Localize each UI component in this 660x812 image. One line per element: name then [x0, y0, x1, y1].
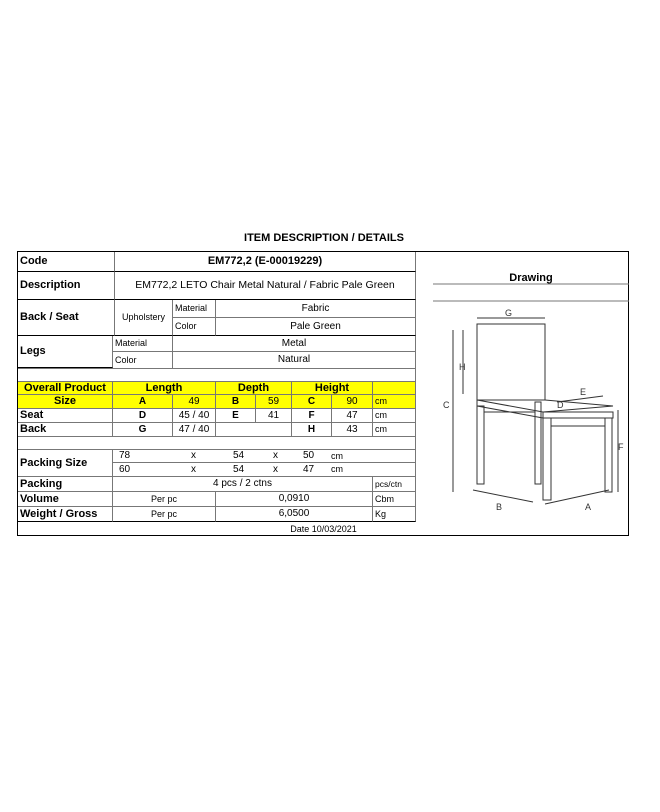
packing-unit: pcs/ctn [373, 477, 416, 492]
legs-material-label: Material [113, 336, 173, 352]
dim-a-letter: A [113, 395, 173, 409]
back-seat-label: Back / Seat [18, 300, 115, 336]
dim-label-b: B [496, 502, 503, 512]
dim-e-value: 41 [256, 409, 292, 423]
empty-cell [216, 423, 292, 437]
drawing-title: Drawing [509, 272, 553, 284]
back-seat-material-label: Material [173, 300, 216, 318]
drawing-panel [433, 252, 629, 522]
code-value: EM772,2 (E-00019229) [115, 252, 416, 272]
dim-h-letter: H [292, 423, 332, 437]
code-label: Code [18, 252, 115, 272]
volume-value: 0,0910 [216, 492, 373, 507]
date-footer: Date 10/03/2021 [290, 523, 357, 534]
depth-header: Depth [216, 381, 292, 395]
dim-g-value: 47 / 40 [173, 423, 216, 437]
volume-label: Volume [18, 492, 113, 507]
back-seat-color-label: Color [173, 318, 216, 336]
dim-d-value: 45 / 40 [173, 409, 216, 423]
spacer [18, 437, 416, 449]
packing-dim-2: 54 [233, 450, 245, 461]
volume-per: Per pc [113, 492, 216, 507]
dim-b-value: 59 [256, 395, 292, 409]
overall-unit: cm [373, 395, 416, 409]
spec-sheet [17, 251, 629, 536]
legs-label: Legs [18, 336, 113, 368]
packing-dim-3: 50 [303, 450, 315, 461]
weight-value: 6,0500 [216, 507, 373, 522]
dim-label-d: D [557, 400, 564, 410]
dim-label-a: A [585, 502, 592, 512]
weight-per: Per pc [113, 507, 216, 522]
packing-size-row-2 [113, 463, 416, 477]
height-header: Height [292, 381, 373, 395]
weight-unit: Kg [373, 507, 416, 522]
packing-value: 4 pcs / 2 ctns [113, 477, 373, 492]
back-label: Back [18, 423, 113, 437]
back-unit: cm [373, 423, 416, 437]
dim-c-letter: C [292, 395, 332, 409]
packing-size-row-1 [113, 449, 416, 463]
packing-x-2: x [273, 463, 278, 475]
dim-e-letter: E [216, 409, 256, 423]
legs-material-value: Metal [173, 336, 416, 352]
dim-label-g: G [505, 308, 513, 318]
packing-label: Packing [18, 477, 113, 492]
overall-label-line2: Size [18, 395, 113, 409]
length-header: Length [113, 381, 216, 395]
dim-a-value: 49 [173, 395, 216, 409]
spacer [18, 368, 416, 381]
dim-g-letter: G [113, 423, 173, 437]
packing-size-label: Packing Size [18, 449, 113, 477]
unit-header [373, 381, 416, 395]
dim-f-value: 47 [332, 409, 373, 423]
dim-f-letter: F [292, 409, 332, 423]
dim-h-value: 43 [332, 423, 373, 437]
back-seat-color-value: Pale Green [216, 318, 416, 336]
dim-label-c: C [443, 400, 450, 410]
packing-dim-1: 60 [119, 463, 131, 475]
seat-label: Seat [18, 409, 113, 423]
packing-unit: cm [331, 450, 343, 461]
packing-x-2: x [273, 450, 278, 461]
legs-color-label: Color [113, 352, 173, 368]
dim-label-e: E [580, 387, 587, 397]
weight-label: Weight / Gross [18, 507, 113, 522]
seat-unit: cm [373, 409, 416, 423]
description-value: EM772,2 LETO Chair Metal Natural / Fabric Pale Green [115, 272, 416, 300]
volume-unit: Cbm [373, 492, 416, 507]
packing-unit: cm [331, 464, 343, 474]
overall-label-line1: Overall Product [18, 381, 113, 395]
chair-drawing [433, 252, 629, 522]
description-label: Description [18, 272, 115, 300]
dim-b-letter: B [216, 395, 256, 409]
packing-dim-3: 47 [303, 463, 315, 475]
upholstery-label: Upholstery [115, 300, 173, 336]
dim-label-f: F [618, 442, 624, 452]
packing-dim-1: 78 [119, 450, 131, 461]
dim-d-letter: D [113, 409, 173, 423]
packing-dim-2: 54 [233, 463, 245, 475]
page-title: ITEM DESCRIPTION / DETAILS [244, 232, 404, 244]
dim-label-h: H [459, 362, 466, 372]
dim-c-value: 90 [332, 395, 373, 409]
packing-x-1: x [191, 463, 196, 475]
legs-color-value: Natural [173, 352, 416, 368]
packing-x-1: x [191, 450, 196, 461]
back-seat-material-value: Fabric [216, 300, 416, 318]
